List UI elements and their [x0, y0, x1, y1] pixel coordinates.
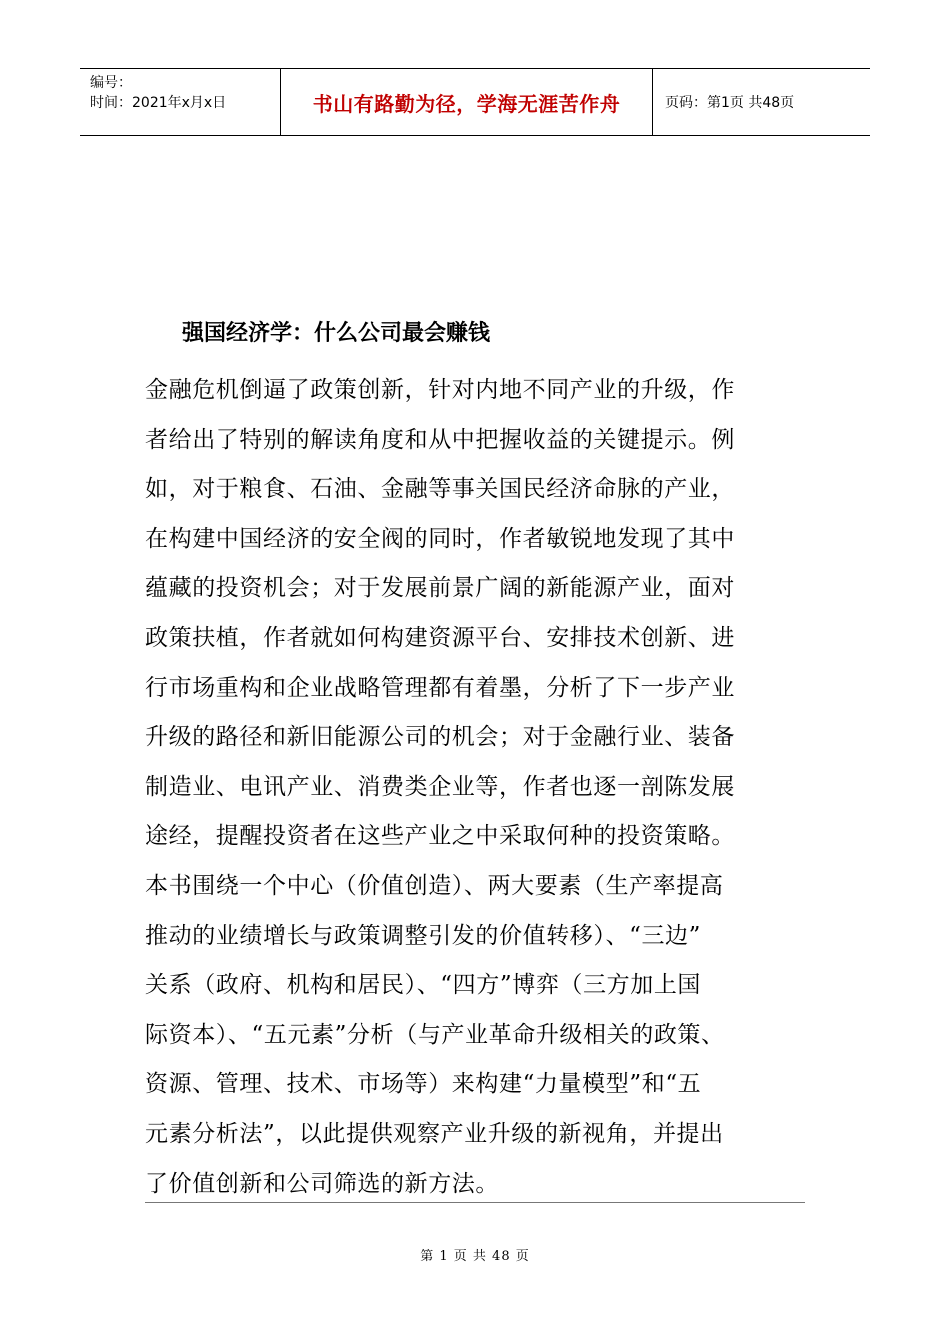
body-line: 蕴藏的投资机会；对于发展前景广阔的新能源产业，面对 — [145, 575, 735, 602]
body-line: 际资本）、“五元素”分析（与产业革命升级相关的政策、 — [145, 1021, 725, 1048]
body-line: 升级的路径和新旧能源公司的机会；对于金融行业、装备 — [145, 724, 735, 751]
body-line: 元素分析法”，以此提供观察产业升级的新视角，并提出 — [145, 1120, 724, 1147]
body-line: 者给出了特别的解读角度和从中把握收益的关键提示。例 — [145, 426, 735, 453]
number-label: 编号： — [90, 75, 132, 91]
body-line: 金融危机倒逼了政策创新，针对内地不同产业的升级，作 — [145, 377, 735, 403]
body-line: 政策扶植，作者就如何构建资源平台、安排技术创新、进 — [145, 624, 735, 651]
document-title: 强国经济学：什么公司最会赚钱 — [182, 321, 491, 346]
page-footer: 第 1 页 共 48 页 — [420, 1249, 530, 1264]
header-motto: 书山有路勤为径，学海无涯苦作舟 — [281, 69, 653, 135]
body-line: 行市场重构和企业战略管理都有着墨，分析了下一步产业 — [145, 674, 735, 701]
body-line: 推动的业绩增长与政策调整引发的价值转移）、“三边” — [145, 922, 702, 949]
document-body — [145, 366, 805, 1209]
body-line: 如，对于粮食、石油、金融等事关国民经济命脉的产业， — [145, 476, 735, 503]
body-line: 制造业、电讯产业、消费类企业等，作者也逐一剖陈发展 — [145, 773, 735, 800]
header-meta — [80, 69, 281, 135]
body-line: 途经，提醒投资者在这些产业之中采取何种的投资策略。 — [145, 823, 735, 850]
body-line: 资源、管理、技术、市场等）来构建“力量模型”和“五 — [145, 1071, 702, 1098]
header-page-info: 页码：第1页 共48页 — [665, 95, 795, 111]
body-line: 了价值创新和公司筛选的新方法。 — [145, 1170, 499, 1197]
footer-divider — [145, 1202, 805, 1203]
date-label: 时间：2021年x月x日 — [90, 95, 227, 111]
page-header — [80, 68, 870, 136]
body-line: 本书围绕一个中心（价值创造）、两大要素（生产率提高 — [145, 872, 724, 899]
body-line: 在构建中国经济的安全阀的同时，作者敏锐地发现了其中 — [145, 525, 735, 552]
body-line: 关系（政府、机构和居民）、“四方”博弈（三方加上国 — [145, 972, 702, 999]
